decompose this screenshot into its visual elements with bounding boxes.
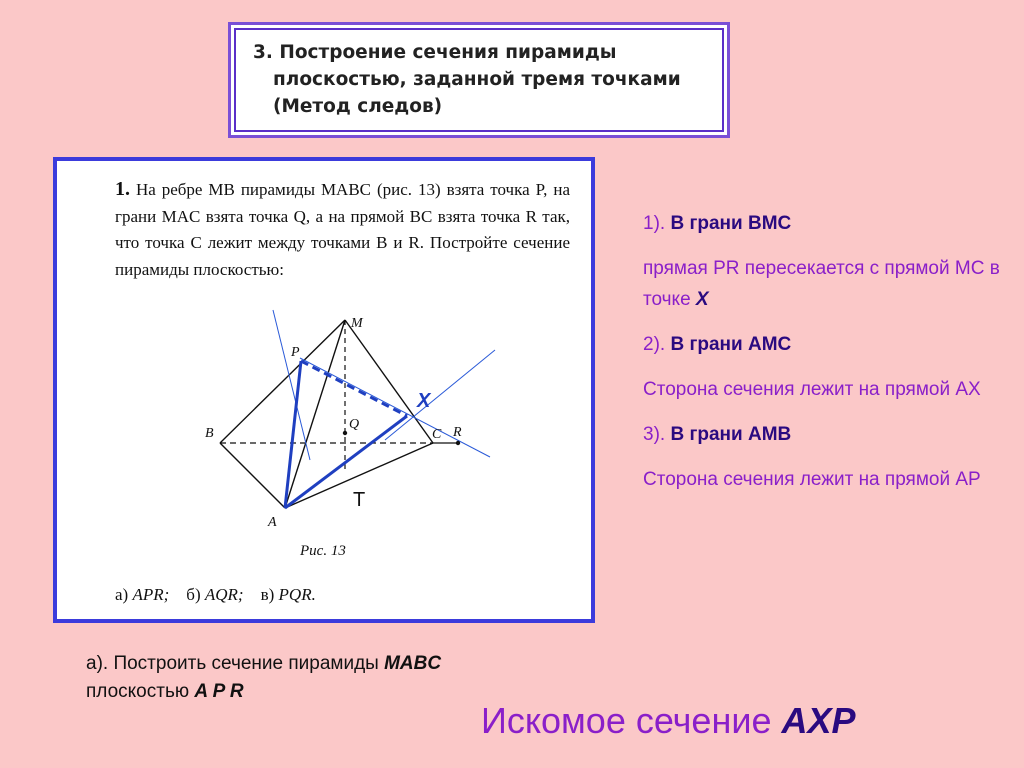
step-3-title: В грани АМВ <box>670 424 792 445</box>
label-T: T <box>353 489 366 511</box>
step-1-heading <box>643 208 1003 239</box>
answer-options <box>115 585 316 605</box>
step-3-heading <box>643 419 1003 450</box>
point-R <box>456 441 460 445</box>
task-text-pre: а). Построить сечение пирамиды <box>86 653 385 674</box>
point-Q <box>343 431 347 435</box>
option-a-value: APR; <box>132 585 170 604</box>
problem-text: На ребре MB пирамиды MABC (рис. 13) взята точка P, на грани MAC взята точка Q, а на прямой BC взята точка R так, что точка C лежит между точками B и R. Постройте сечение пирамиды плоскостью: <box>115 180 570 279</box>
problem-scan <box>55 160 589 616</box>
title-line-3: (Метод следов) <box>273 96 443 117</box>
label-Q: Q <box>349 417 360 432</box>
task-text-mid: плоскостью <box>86 681 195 702</box>
label-B: B <box>205 426 214 441</box>
label-A: A <box>268 515 277 530</box>
solution-steps <box>643 208 1003 509</box>
task-statement <box>86 650 606 706</box>
label-P: P <box>291 345 300 360</box>
step-2-title: В грани АМС <box>670 334 792 355</box>
label-M: M <box>351 316 363 331</box>
step-1-point: X <box>695 289 709 310</box>
step-1-title: В грани ВМС <box>670 213 792 234</box>
step-2-text: Сторона сечения лежит на прямой АХ <box>643 379 981 400</box>
title-line-1: 3. Построение сечения пирамиды <box>253 42 617 63</box>
label-R: R <box>453 425 462 440</box>
label-C: C <box>432 427 442 442</box>
step-2-prefix: 2). <box>643 334 671 355</box>
final-text: Искомое сечение <box>481 700 782 741</box>
task-pyramid: MABC <box>384 653 442 674</box>
step-1-prefix: 1). <box>643 213 671 234</box>
title-box <box>228 22 730 138</box>
option-c-label: в) <box>260 585 275 604</box>
pyramid-figure <box>55 160 589 616</box>
step-1-body: прямая PR пересекается с прямой МС в точке <box>643 258 1000 310</box>
option-b-label: б) <box>186 585 201 604</box>
option-b-value: AQR; <box>204 585 244 604</box>
edge-BA <box>220 443 285 508</box>
option-a-label: а) <box>115 585 129 604</box>
figure-caption: Рис. 13 <box>300 543 346 559</box>
option-c-value: PQR. <box>278 585 316 604</box>
final-answer <box>481 700 856 742</box>
step-1-text <box>643 253 1003 315</box>
slide-title <box>253 39 713 120</box>
task-plane: A P R <box>194 681 244 702</box>
line-PR-long <box>300 358 490 457</box>
label-X: X <box>417 390 431 412</box>
edge-MB <box>220 320 345 443</box>
step-3-text: Сторона сечения лежит на прямой АР <box>643 469 981 490</box>
step-3-prefix: 3). <box>643 424 671 445</box>
step-2-heading <box>643 329 1003 360</box>
title-line-2: плоскостью, заданной тремя точками <box>273 69 681 90</box>
final-section: AXP <box>781 700 856 741</box>
problem-number: 1. <box>115 178 130 200</box>
section-AP <box>285 361 301 508</box>
